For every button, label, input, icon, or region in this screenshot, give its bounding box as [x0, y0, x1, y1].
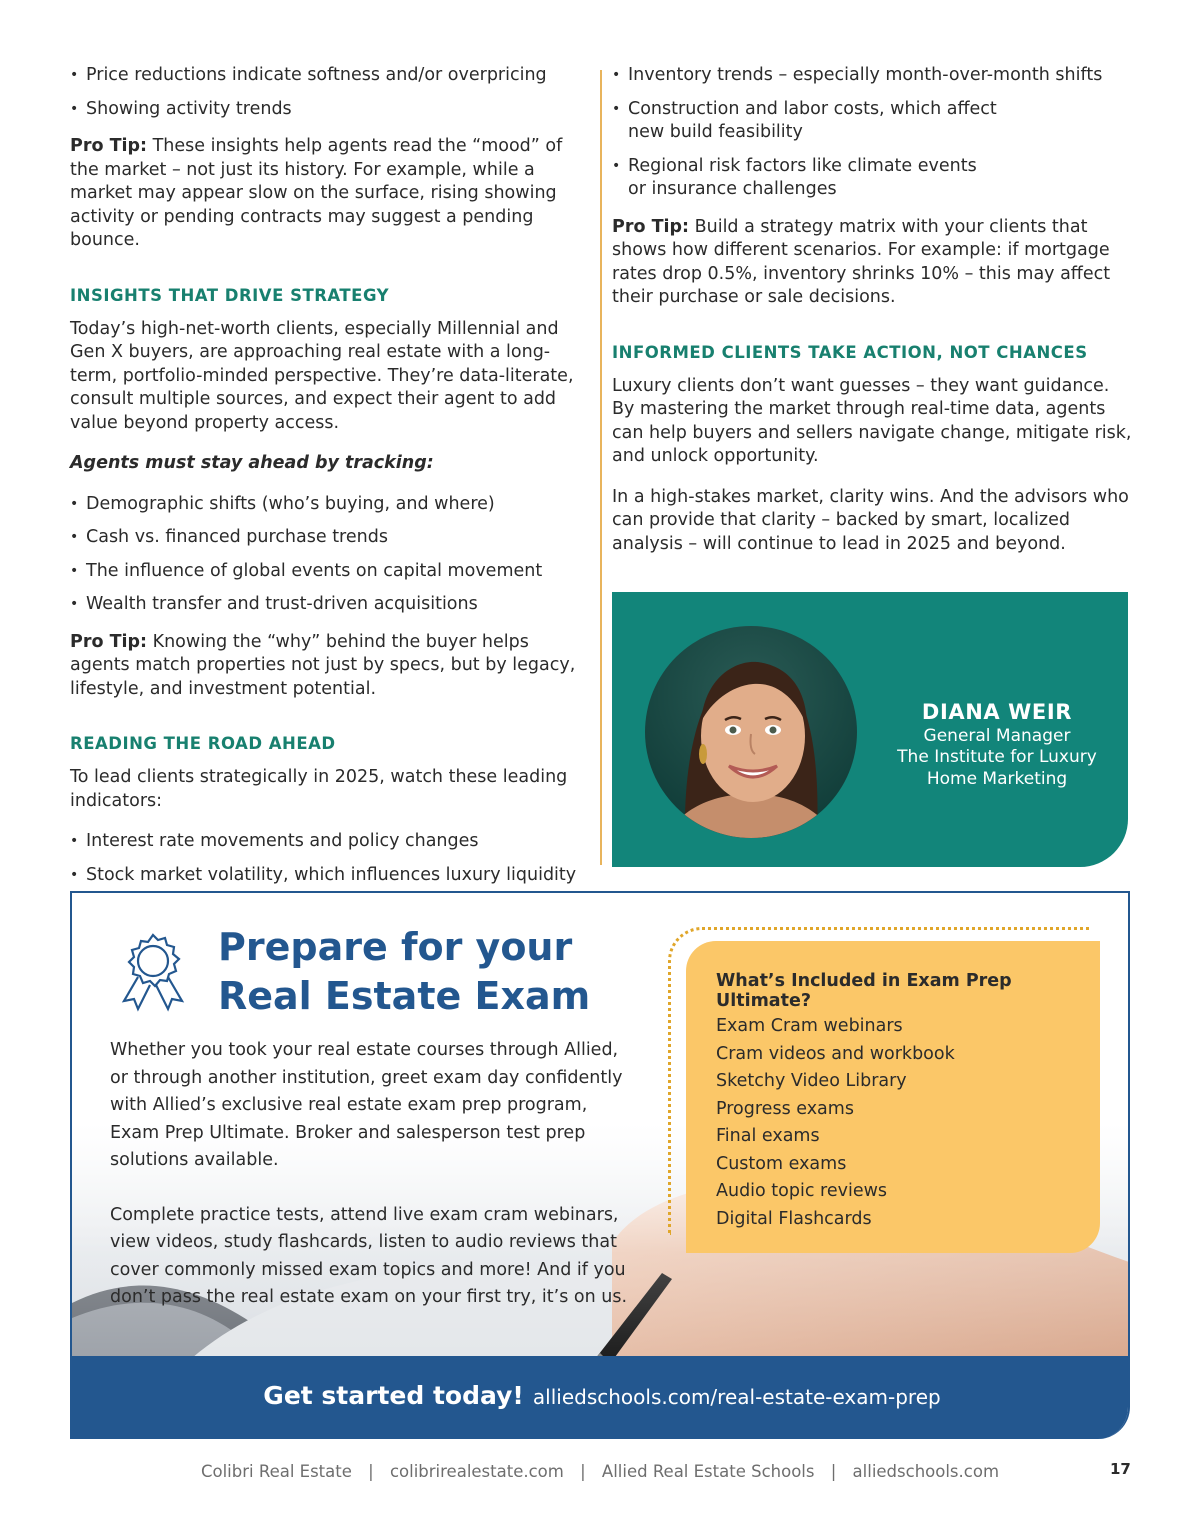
pro-tip-1 — [70, 135, 592, 253]
cta-bar[interactable] — [72, 1356, 1130, 1439]
list-item: • Showing activity trends — [70, 98, 592, 122]
list-item: • Inventory trends – especially month-over-month shifts — [612, 64, 1134, 88]
list-item: • Regional risk factors like climate events or insurance challenges — [612, 155, 1134, 202]
list-item: • Construction and labor costs, which affect new build feasibility — [612, 98, 1134, 145]
section-heading-informed-clients: INFORMED CLIENTS TAKE ACTION, NOT CHANCES — [612, 342, 1088, 362]
footer-separator: | — [580, 1462, 586, 1481]
tracking-lead: Agents must stay ahead by tracking: — [70, 453, 434, 473]
informed-paragraph-2: In a high-stakes market, clarity wins. And the advisors who can provide that clarity – backed by smart, localized analysis – will continue to lead in 2025 and beyond. — [612, 486, 1129, 554]
list-item: • Price reductions indicate softness and/or overpricing — [70, 64, 592, 88]
included-list — [716, 1013, 955, 1233]
list-item: • Stock market volatility, which influences luxury liquidity — [70, 864, 592, 888]
profile-name: DIANA WEIR — [921, 700, 1073, 724]
promo-paragraph-1: Whether you took your real estate courses through Allied, or through another institution, greet exam day confidently with Allied’s exclusive real estate exam prep program, Exam Prep Ultimate. Broker and salesperson test prep solutions available. — [110, 1040, 623, 1170]
page-number: 17 — [1110, 1460, 1131, 1478]
pro-tip-label: Pro Tip: — [70, 136, 148, 156]
profile-title: General Manager — [923, 725, 1071, 746]
section-heading-road-ahead: READING THE ROAD AHEAD — [70, 734, 336, 753]
footer-separator: | — [830, 1462, 837, 1481]
award-ribbon-icon — [112, 931, 194, 1013]
list-item: Progress exams — [716, 1098, 854, 1119]
promo-title-line-1: Prepare for your — [218, 925, 573, 969]
footer-link-colibri[interactable]: colibrirealestate.com — [389, 1462, 564, 1481]
tracking-bullets — [70, 493, 592, 617]
list-item: Audio topic reviews — [716, 1181, 888, 1201]
section-heading-insights: INSIGHTS THAT DRIVE STRATEGY — [70, 285, 390, 305]
list-item: • Demographic shifts (who’s buying, and where) — [70, 493, 592, 517]
right-top-bullets — [612, 64, 1134, 202]
list-item: • The influence of global events on capital movement — [70, 560, 592, 584]
left-top-bullets — [70, 64, 592, 121]
pro-tip-text: These insights help agents read the “mood” of the market – not just its history. For example, while a market may appear slow on the surface, rising showing activity or pending contracts may suggest a pending bounce. — [70, 136, 563, 250]
included-panel — [686, 941, 1100, 1253]
footer-brand-allied: Allied Real Estate Schools — [601, 1462, 815, 1481]
informed-paragraph-1: Luxury clients don’t want guesses – they want guidance. By mastering the market through real-time data, agents can help buyers and sellers navigate change, mitigate risk, and unlock opportunity. — [612, 375, 1132, 466]
promo-paragraph-2: Complete practice tests, attend live exam cram webinars, view videos, study flashcards, listen to audio reviews that cover commonly missed exam topics and more! And if you don’t pass the real estate exam on your first try, it’s on us. — [110, 1204, 628, 1307]
road-ahead-paragraph: To lead clients strategically in 2025, watch these leading indicators: — [70, 767, 568, 811]
pro-tip-text: Knowing the “why” behind the buyer helps agents match properties not just by specs, but by legacy, lifestyle, and investment potential. — [70, 631, 576, 699]
list-item: Custom exams — [716, 1153, 847, 1174]
list-item: • Wealth transfer and trust-driven acquisitions — [70, 593, 592, 617]
page-footer — [0, 1462, 1200, 1481]
profile-photo — [645, 626, 857, 838]
pro-tip-2 — [70, 631, 592, 702]
promo-body — [110, 1037, 640, 1339]
pro-tip-3 — [612, 216, 1134, 310]
cta-label: Get started today! — [263, 1381, 524, 1410]
cta-link[interactable]: alliedschools.com/real-estate-exam-prep — [532, 1385, 941, 1409]
left-column — [70, 64, 592, 897]
pro-tip-label: Pro Tip: — [70, 631, 148, 652]
profile-card — [612, 592, 1128, 867]
footer-separator: | — [368, 1462, 374, 1481]
list-item: • Cash vs. financed purchase trends — [70, 526, 592, 550]
list-item: Exam Cram webinars — [716, 1016, 903, 1036]
list-item: Digital Flashcards — [716, 1208, 872, 1229]
promo-title-line-2: Real Estate Exam — [218, 974, 591, 1018]
right-column — [612, 64, 1134, 573]
included-heading: What’s Included in Exam Prep Ultimate? — [716, 971, 1012, 1011]
list-item: Final exams — [716, 1126, 820, 1146]
footer-brand: Colibri Real Estate — [200, 1462, 352, 1481]
footer-link-allied[interactable]: alliedschools.com — [852, 1462, 1000, 1481]
exam-prep-promo — [70, 891, 1130, 1439]
pro-tip-label: Pro Tip: — [612, 216, 690, 237]
insights-paragraph: Today’s high-net-worth clients, especially Millennial and Gen X buyers, are approaching real estate with a long-term, portfolio-minded perspective. They’re data-literate, consult multiple sources, and expect their agent to add value beyond property access. — [70, 318, 574, 433]
column-divider — [600, 70, 602, 865]
list-item: Sketchy Video Library — [716, 1071, 907, 1091]
list-item: Cram videos and workbook — [716, 1043, 955, 1064]
portrait-illustration — [645, 626, 857, 838]
profile-text — [882, 702, 1112, 790]
profile-org-line-2: Home Marketing — [926, 768, 1068, 789]
list-item: • Interest rate movements and policy changes — [70, 830, 592, 854]
profile-org-line-1: The Institute for Luxury — [897, 747, 1097, 767]
promo-title — [218, 923, 590, 1021]
indicator-bullets — [70, 830, 592, 887]
pro-tip-text: Build a strategy matrix with your clients that shows how different scenarios. For example: if mortgage rates drop 0.5%, inventory shrinks 10% – this may affect their purchase or sale decisions. — [612, 216, 1111, 307]
